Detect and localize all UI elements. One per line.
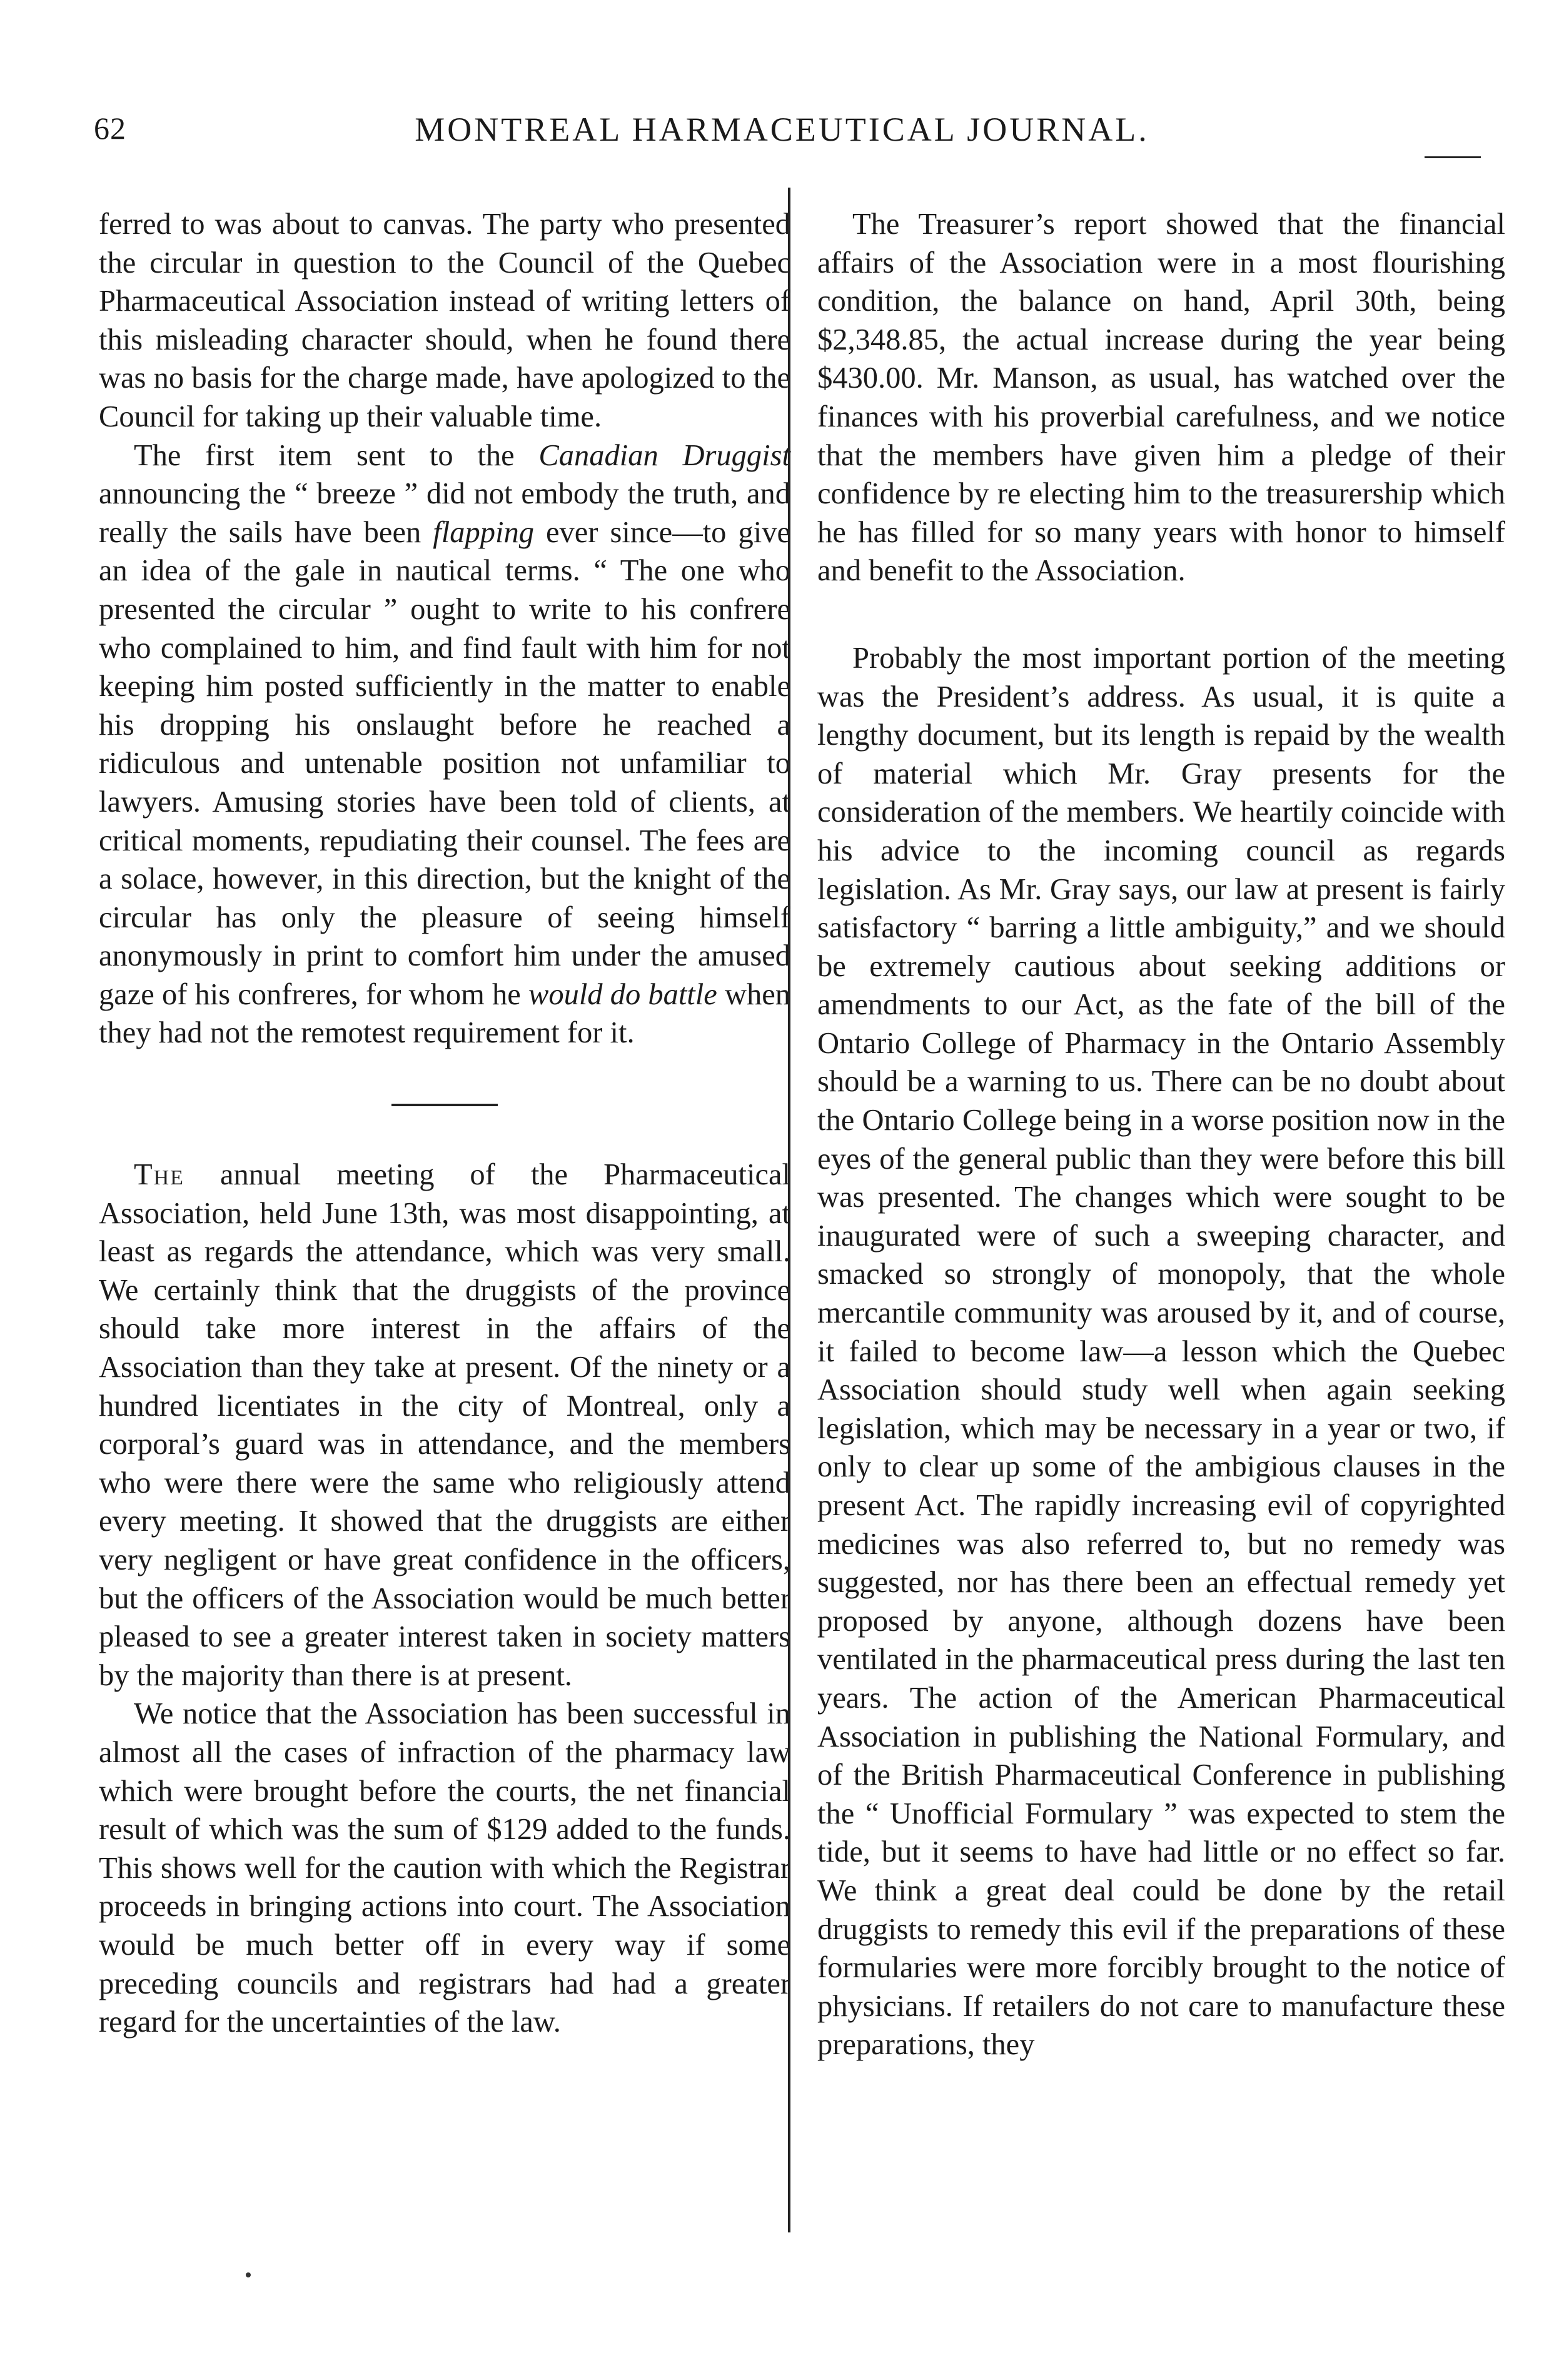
print-speck: [246, 2272, 251, 2277]
column-divider: [788, 188, 790, 2232]
right-column: [817, 205, 1505, 2064]
right-paragraph-2: Probably the most important portion of the meeting was the President’s address. As usual, it is quite a lengthy document, but its length is repaid by the wealth of material which Mr. Gray presents for the consideration of the members. We heartily coincide with his advice to the incoming council as regards legislation. As Mr. Gray says, our law at present is fairly satisfactory “ barring a little ambiguity,” and we should be extremely cautious about seeking additions or amendments to our Act, as the fate of the bill of the Ontario College of Pharmacy in the Ontario Assembly should be a warning to us. There can be no doubt about the Ontario College being in a worse position now in the eyes of the general public than they were before this bill was presented. The changes which were sought to be inaugurated were of such a sweeping character, and smacked so strongly of monopoly, that the whole mercantile community was aroused by it, and of course, it failed to become law—a lesson which the Quebec Association should study well when again seeking legislation, which may be necessary in a year or two, if only to clear up some of the ambigious clauses in the present Act. The rapidly increasing evil of copyrighted medicines was also referred to, but no remedy was suggested, nor has there been an effectual remedy yet proposed by anyone, although dozens have been ventilated in the pharmaceutical press during the last ten years. The action of the American Pharmaceutical Association in publishing the National Formulary, and of the British Pharmaceutical Conference in publishing the “ Unofficial Formulary ” was expected to stem the tide, but it seems to have had little or no effect so far. We think a great deal could be done by the retail druggists to remedy this evil if the preparations of these formularies were more forcibly brought to the notice of physicians. If retailers do not care to manufacture these preparations, they: [817, 641, 1505, 2062]
left-paragraph-3: [99, 1156, 790, 1695]
left-paragraph-2: [99, 436, 790, 1053]
para3-text: annual meeting of the Pharmaceutical Association, held June 13th, was most disappointing, at least as regards the attendance, which was very small. We certainly think that the druggists of the province should take more interest in the affairs of the Association than they take at present. Of the ninety or a hundred licentiates in the city of Montreal, only a corporal’s guard was in attendance, and the members who were there were the same who religiously attend every meeting. It showed that the druggists are either very negligent or have great confidence in the officers, but the officers of the Association would be much better pleased to see a greater interest taken in society matters by the majority than there is at present.: [99, 1158, 790, 1692]
left-paragraph-1: ferred to was about to canvas. The party who presented the circular in question to the Council of the Quebec Pharmaceutical Association instead of writing letters of this misleading character should, when he found there was no basis for the charge made, have apologized to the Council for taking up their valuable time.: [99, 208, 790, 433]
para2-italic-would-do-battle: would do battle: [528, 977, 717, 1011]
para2-italic-flapping: flapping: [433, 515, 534, 549]
running-title: MONTREAL HARMACEUTICAL JOURNAL.: [415, 111, 1149, 148]
paragraph-gap: [817, 590, 1505, 639]
header-mark: [1425, 156, 1481, 158]
para2-text-3: ever since—to give an idea of the gale in nautical terms. “ The one who presented the circular ” ought to write to his confrere who complained to him, and find fault with him for not keeping him posted sufficiently in the matter to enable his dropping his onslaught before he reached a ridiculous and untenable position not unfamiliar to lawyers. Amusing stories have been told of clients, at critical moments, repudiating their counsel. The fees are a solace, however, in this direction, but the knight of the circular has only the pleasure of seeing himself anonymously in print to comfort him under the amused gaze of his confreres, for whom he: [99, 515, 790, 1011]
right-paragraph-1: The Treasurer’s report showed that the financial affairs of the Association were in a most flourishing condition, the balance on hand, April 30th, being $2,348.85, the actual increase during the year being $430.00. Mr. Manson, as usual, has watched over the finances with his proverbial carefulness, and we notice that the members have given him a pledge of their confidence by re electing him to the treasurership which he has filled for so many years with honor to himself and benefit to the Association.: [817, 208, 1505, 588]
para2-text-2: announcing the “ breeze ” did not embody the truth, and really the sails have been: [99, 477, 790, 549]
section-separator: [391, 1104, 498, 1106]
para2-text-1: The first item sent to the: [134, 438, 539, 472]
left-column: [99, 205, 790, 2042]
left-paragraph-4: We notice that the Association has been successful in almost all the cases of infraction of the pharmacy law which were brought before the courts, the net financial result of which was the sum of $129 added to the funds. This shows well for the caution with which the Registrar proceeds in bringing actions into court. The Association would be much better off in every way if some preceding councils and registrars had had a greater regard for the uncertainties of the law.: [99, 1697, 790, 2039]
para2-text-4: when they had not the remotest requirement for it.: [99, 977, 790, 1050]
para2-italic-canadian-druggist: Canadian Druggist: [538, 438, 790, 472]
page-number: 62: [94, 111, 126, 146]
para3-lead-word: The: [134, 1158, 184, 1192]
